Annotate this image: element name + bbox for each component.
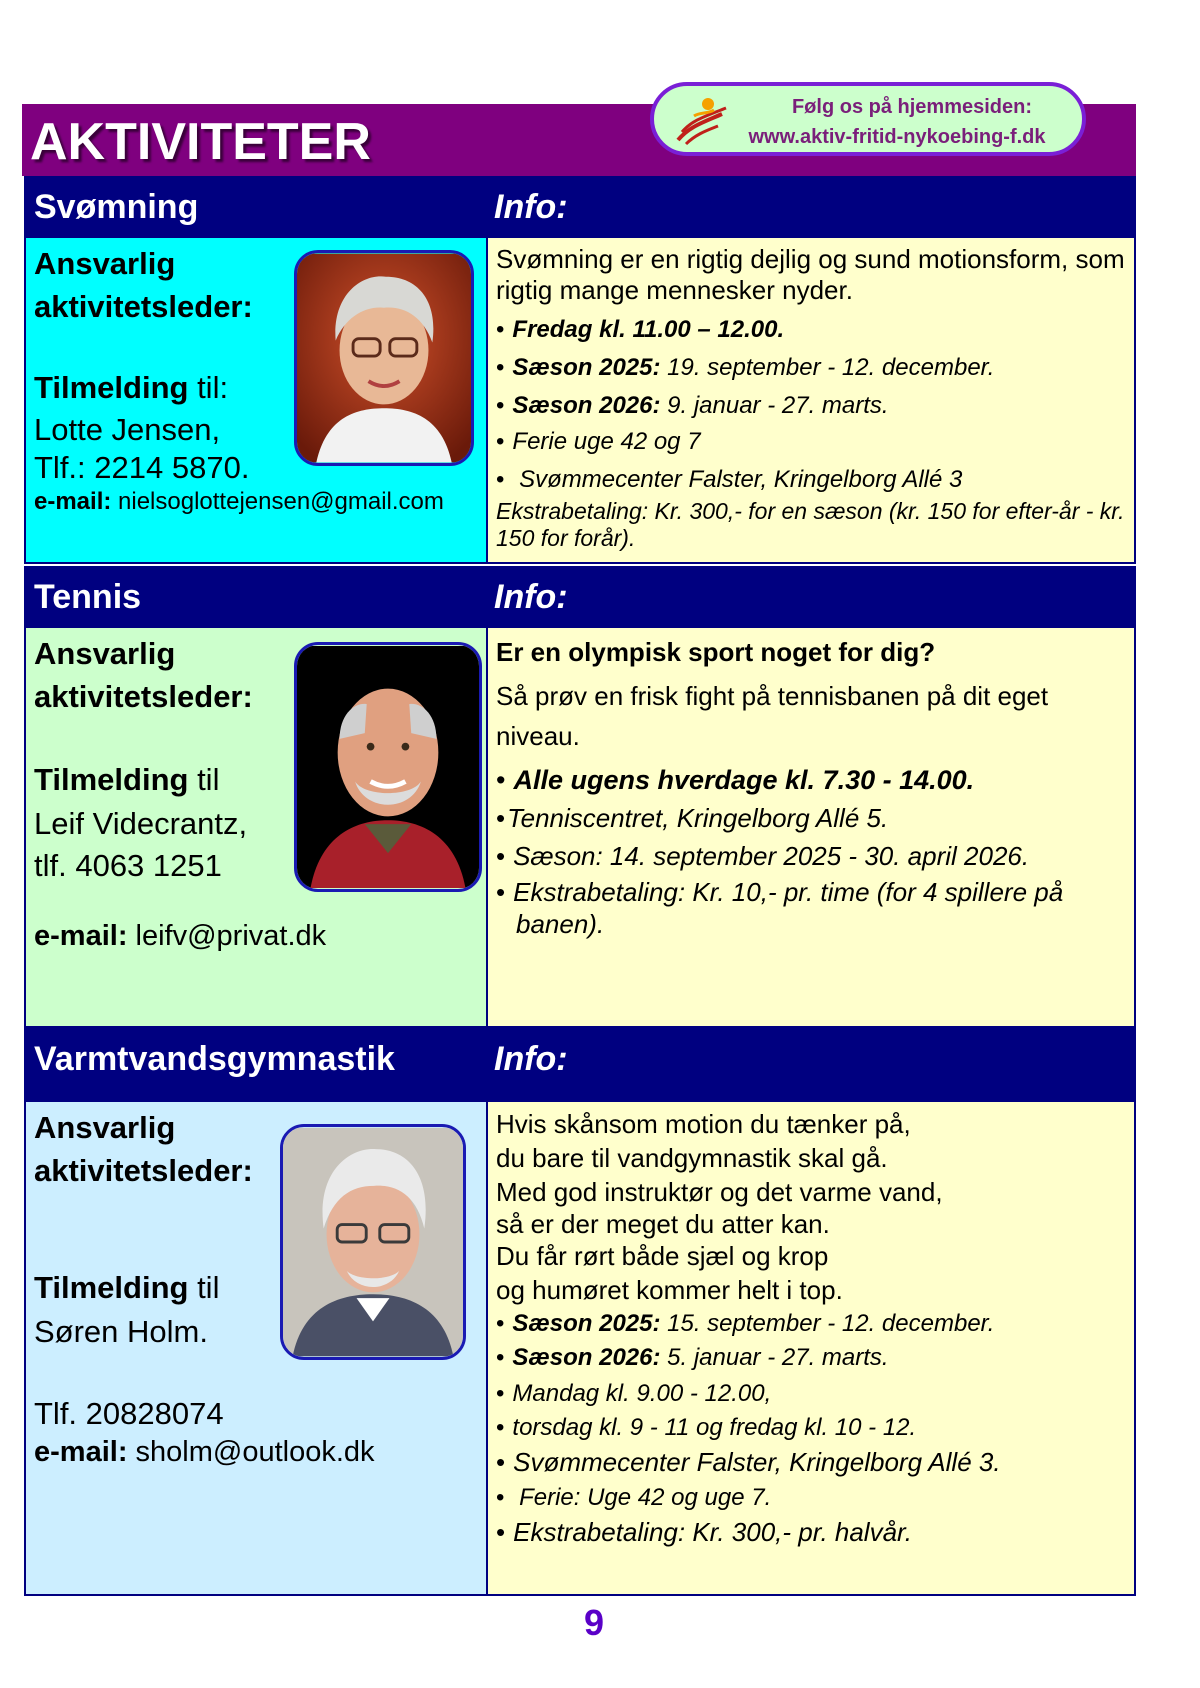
contact-name: Søren Holm. [34,1314,208,1349]
signup-suffix: til: [188,370,229,405]
section-header [24,566,1136,628]
bullet-icon: • [496,765,506,795]
bullet-icon: • [496,1344,505,1371]
leader-label-line1: Ansvarlig [34,246,176,281]
email-address[interactable]: sholm@outlook.dk [127,1436,375,1468]
page-title: AKTIVITETER [30,113,371,171]
leader-photo [294,642,482,892]
signup-line [34,368,228,408]
bullet-icon: • [496,1517,506,1547]
info-item: • torsdag kl. 9 - 11 og fredag kl. 10 - 12. [496,1414,917,1441]
email-address[interactable]: nielsoglottejensen@gmail.com [111,488,444,515]
leader-portrait-icon [297,645,479,889]
info-item: • Alle ugens hverdage kl. 7.30 - 14.00. [496,765,975,795]
section-title: Varmtvandsgymnastik [34,1040,395,1078]
info-item: • Fredag kl. 11.00 – 12.00. [496,316,785,343]
info-label: Info: [494,188,568,226]
info-item: • Sæson 2025: 15. september - 12. december. [496,1310,995,1337]
leader-photo [294,250,474,466]
info-item: • Ferie uge 42 og 7 [496,428,701,455]
contact-phone: Tlf. 20828074 [34,1396,224,1431]
bullet-icon: • [496,803,506,833]
info-question: Er en olympisk sport noget for dig? [496,637,936,667]
page-number: 9 [583,1602,605,1643]
poem-line: du bare til vandgymnastik skal gå. [496,1143,888,1173]
info-item: • Svømmecenter Falster, Kringelborg Allé 3. [496,1447,1001,1477]
section-svoemning [24,176,1136,564]
contact-panel [24,1102,486,1596]
bullet-icon: • [496,354,505,381]
signup-line [34,1268,219,1308]
signup-label: Tilmelding [34,370,189,405]
info-item: • Ferie: Uge 42 og uge 7. [496,1484,772,1511]
section-header [24,176,1136,238]
poem-line: Med god instruktør og det varme vand, [496,1177,943,1207]
signup-label: Tilmelding [34,762,189,797]
email-label: e-mail: [34,488,112,515]
contact-email[interactable] [34,920,326,953]
contact-panel [24,238,486,564]
email-label: e-mail: [34,920,128,952]
leader-label-line1: Ansvarlig [34,1110,176,1145]
section-varmtvandsgymnastik [24,1028,1136,1596]
info-label: Info: [494,1040,568,1078]
info-label: Info: [494,578,568,616]
bullet-icon: • [496,466,505,493]
info-item: • Sæson 2026: 9. januar - 27. marts. [496,392,889,419]
signup-suffix: til [188,1270,220,1305]
info-item: •Tenniscentret, Kringelborg Allé 5. [496,803,889,833]
bullet-icon: • [496,841,506,871]
info-panel [486,238,1136,564]
leader-label [34,1106,253,1192]
leader-label [34,632,253,718]
poem-line: så er der meget du atter kan. [496,1209,830,1239]
signup-label: Tilmelding [34,1270,189,1305]
website-caption: Følg os på hjemmesiden: [791,96,1033,118]
info-intro: Svømning er en rigtig dejlig og sund motionsform, som rigtig mange mennesker nyder. [496,244,1125,305]
leader-portrait-icon [283,1127,463,1357]
bullet-icon: • [496,1310,505,1337]
info-item: • Sæson 2026: 5. januar - 27. marts. [496,1344,889,1371]
bullet-icon: • [496,1380,505,1407]
contact-email[interactable] [34,1436,375,1469]
contact-name: Lotte Jensen, [34,412,221,447]
info-item: • Ekstrabetaling: Kr. 10,- pr. time (for 4 spillere på banen). [496,877,1064,939]
website-badge[interactable] [650,82,1086,156]
info-item: • Sæson 2025: 19. september - 12. december. [496,354,995,381]
contact-panel [24,628,486,1028]
poem-line: Du får rørt både sjæl og krop [496,1241,829,1271]
contact-phone: tlf. 4063 1251 [34,848,222,883]
email-address[interactable]: leifv@privat.dk [127,920,327,952]
info-item: • Ekstrabetaling: Kr. 300,- pr. halvår. [496,1517,912,1547]
leader-label-line1: Ansvarlig [34,636,176,671]
contact-name: Leif Videcrantz, [34,806,248,841]
bullet-icon: • [496,1414,505,1441]
signup-line [34,760,219,800]
bullet-icon: • [496,392,505,419]
bullet-icon: • [496,877,506,907]
bullet-icon: • [496,1447,506,1477]
email-label: e-mail: [34,1436,128,1468]
leader-photo [280,1124,466,1360]
info-item: • Mandag kl. 9.00 - 12.00, [496,1380,772,1407]
website-url-link[interactable]: www.aktiv-fritid-nykoebing-f.dk [748,126,1046,148]
info-item: • Svømmecenter Falster, Kringelborg Allé 3 [496,466,963,493]
info-panel [486,1102,1136,1596]
section-title: Svømning [34,188,199,226]
info-panel [486,628,1136,1028]
bullet-icon: • [496,316,505,343]
leader-label-line2: aktivitetsleder: [34,289,253,324]
leader-label-line2: aktivitetsleder: [34,1153,253,1188]
section-header [24,1028,1136,1102]
contact-email[interactable] [34,488,444,516]
bullet-icon: • [496,1484,505,1511]
info-extra: Ekstrabetaling: Kr. 300,- for en sæson (kr. 150 for efter-år - kr. 150 for forår). [496,498,1125,551]
info-intro: Så prøv en frisk fight på tennisbanen på dit eget niveau. [496,681,1049,751]
leader-label [34,242,253,328]
bullet-icon: • [496,428,505,455]
poem-line: Hvis skånsom motion du tænker på, [496,1109,911,1139]
contact-phone: Tlf.: 2214 5870. [34,450,250,485]
leader-portrait-icon [297,253,471,463]
signup-suffix: til [188,762,220,797]
section-title: Tennis [34,578,142,616]
section-tennis [24,566,1136,1028]
leader-label-line2: aktivitetsleder: [34,679,253,714]
poem-line: og humøret kommer helt i top. [496,1275,843,1305]
info-item: • Sæson: 14. september 2025 - 30. april 2026. [496,841,1030,871]
